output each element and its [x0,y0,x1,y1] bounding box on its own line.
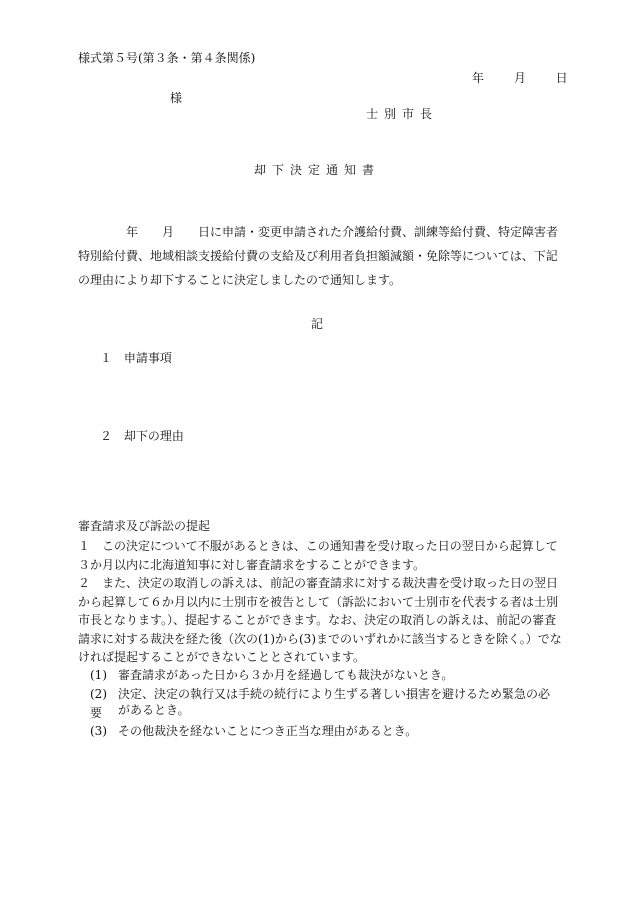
ki-marker: 記 [311,317,324,331]
subitem-number: (1) [90,668,107,682]
form-number: 様式第５号(第３条・第４条関係) [78,51,256,65]
item-label: 却下の理由 [123,429,184,443]
document-title: 却下決定通知書 [254,163,381,177]
item-application-matters [100,352,172,364]
subitem-text: 決定、決定の執行又は手続の続行により生ずる著しい損害を避けるため緊急の必要 [90,687,551,720]
item-number: ２ [100,429,113,443]
subitem-number: (3) [90,724,107,738]
issuer-name: 士別市長 [366,107,439,121]
item-rejection-reason [100,430,184,442]
appeal-paragraph-1: １ この決定について不服があるときは、この通知書を受け取った日の翌日から起算して３か月以内に北海道知事に対し審査請求をすることができます。 [78,539,558,572]
appeal-subitem-2-continuation: があるとき。 [118,703,190,717]
appeal-subitem-1 [90,666,560,685]
body-paragraph: 年 月 日に申請・変更申請された介護給付費、訓練等給付費、特定障害者特別給付費、地域相談支援給付費の支給及び利用者負担額減額・免除等については、下記の理由により却下することに決定しましたので通知します。 [78,225,559,287]
addressee-suffix: 様 [170,91,183,105]
subitem-text: 審査請求があった日から３か月を経過しても裁決がないとき。 [118,668,454,682]
appeal-heading: 審査請求及び訴訟の提起 [78,519,211,533]
date-day-label: 日 [555,71,568,85]
item-label: 申請事項 [123,351,172,365]
date-line [472,72,568,84]
date-month-label: 月 [513,71,526,85]
subitem-number: (2) [90,687,107,701]
date-year-label: 年 [472,71,485,85]
item-number: １ [100,351,113,365]
appeal-subitem-3 [90,722,560,741]
subitem-text: その他裁決を経ないことにつき正当な理由があるとき。 [118,724,418,738]
appeal-paragraph-2: ２ また、決定の取消しの訴えは、前記の審査請求に対する裁決書を受け取った日の翌日から起算して６か月以内に士別市を被告として（訴訟において士別市を代表する者は士別市長となります。）、提起することができます。なお、決定の取消しの訴えは、前記の審査請求に対する裁決を経た後（次の(1)から(3)までのいずれかに該当するときを除く。）でなければ提起することができないこととされています。 [78,576,562,664]
